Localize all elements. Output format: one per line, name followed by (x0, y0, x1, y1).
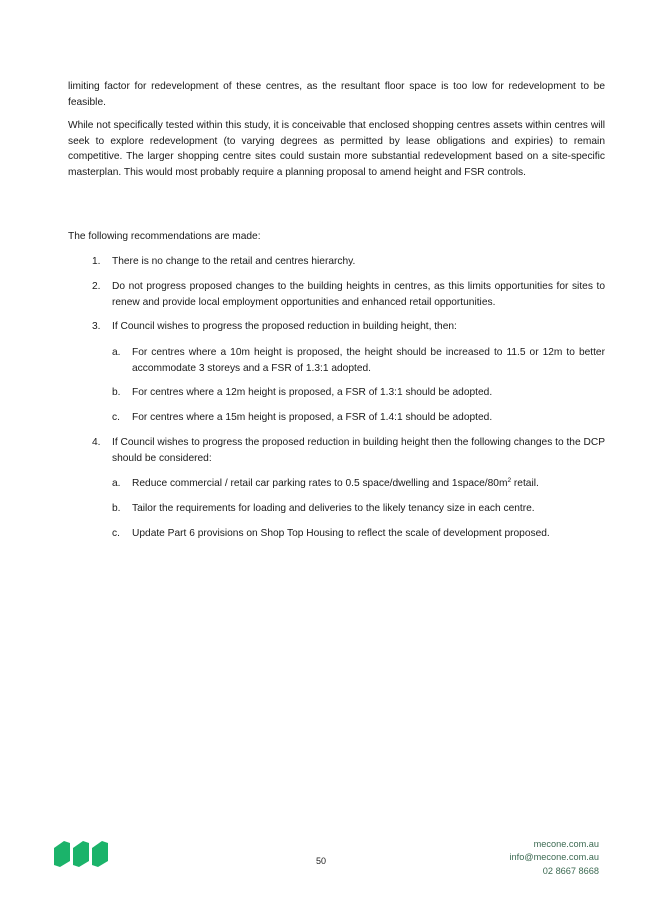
recommendation-number: 1. (92, 256, 101, 267)
sub-item-text: Tailor the requirements for loading and deliveries to the likely tenancy size in each centre. (132, 503, 535, 514)
sub-item-letter: c. (112, 528, 120, 539)
phone-number: 02 8667 8668 (542, 865, 599, 876)
sub-item-text: For centres where a 10m height is proposed, the height should be increased to 11.5 or 12m to better accommodate 3 storeys and a FSR of 1.3:1 adopted. (132, 347, 605, 374)
sub-item-text: For centres where a 15m height is proposed, a FSR of 1.4:1 should be adopted. (132, 412, 493, 423)
recommendation-text: There is no change to the retail and centres hierarchy. (112, 256, 356, 267)
contact-block (509, 838, 599, 878)
recommendation-text: If Council wishes to progress the proposed reduction in building height then the following changes to the DCP should be considered: (112, 437, 605, 464)
recommendation-text: If Council wishes to progress the proposed reduction in building height, then: (112, 321, 457, 332)
sub-item-text: For centres where a 12m height is proposed, a FSR of 1.3:1 should be adopted. (132, 387, 493, 398)
recommendation-number: 4. (92, 437, 101, 448)
email-link[interactable]: info@mecone.com.au (509, 852, 599, 863)
recommendation-number: 3. (92, 321, 101, 332)
sub-item-letter: a. (112, 478, 121, 489)
recommendations-intro: The following recommendations are made: (68, 231, 261, 242)
sub-item-letter: b. (112, 387, 121, 398)
sub-item-text (132, 476, 605, 492)
sub-item-letter: b. (112, 503, 121, 514)
recommendation-text: Do not progress proposed changes to the building heights in centres, as this limits opportunities for sites to renew and provide local employment opportunities and enhanced retail opportunities. (112, 281, 605, 308)
superscript-squared: 2 (507, 477, 512, 484)
sub-item-letter: c. (112, 412, 120, 423)
sub-item-text: Update Part 6 provisions on Shop Top Housing to reflect the scale of development proposed. (132, 528, 550, 539)
logo-stroke (73, 841, 89, 867)
sub-item-letter: a. (112, 347, 121, 358)
sub-item-text-tail: retail. (511, 478, 539, 489)
website-link[interactable]: mecone.com.au (533, 839, 599, 849)
logo-stroke (92, 841, 108, 867)
paragraph-shopping-centres: While not specifically tested within this study, it is conceivable that enclosed shopping centres assets within centres will seek to explore redevelopment (to varying degrees as permitted by lease obligations and expiries) to remain competitive. The larger shopping centre sites could sustain more substantial redevelopment based on a site-specific masterplan. This would most probably require a planning proposal to amend height and FSR controls. (68, 120, 605, 178)
paragraph-limiting-factor: limiting factor for redevelopment of these centres, as the resultant floor space is too low for redevelopment to be feasible. (68, 81, 605, 108)
page-number: 50 (316, 856, 327, 866)
sub-item-text-main: Reduce commercial / retail car parking rates to 0.5 space/dwelling and 1space/80m (132, 478, 508, 489)
mecone-logo-icon (52, 838, 110, 873)
logo-stroke (54, 841, 70, 867)
recommendation-number: 2. (92, 281, 101, 292)
logo-shape (52, 838, 110, 868)
